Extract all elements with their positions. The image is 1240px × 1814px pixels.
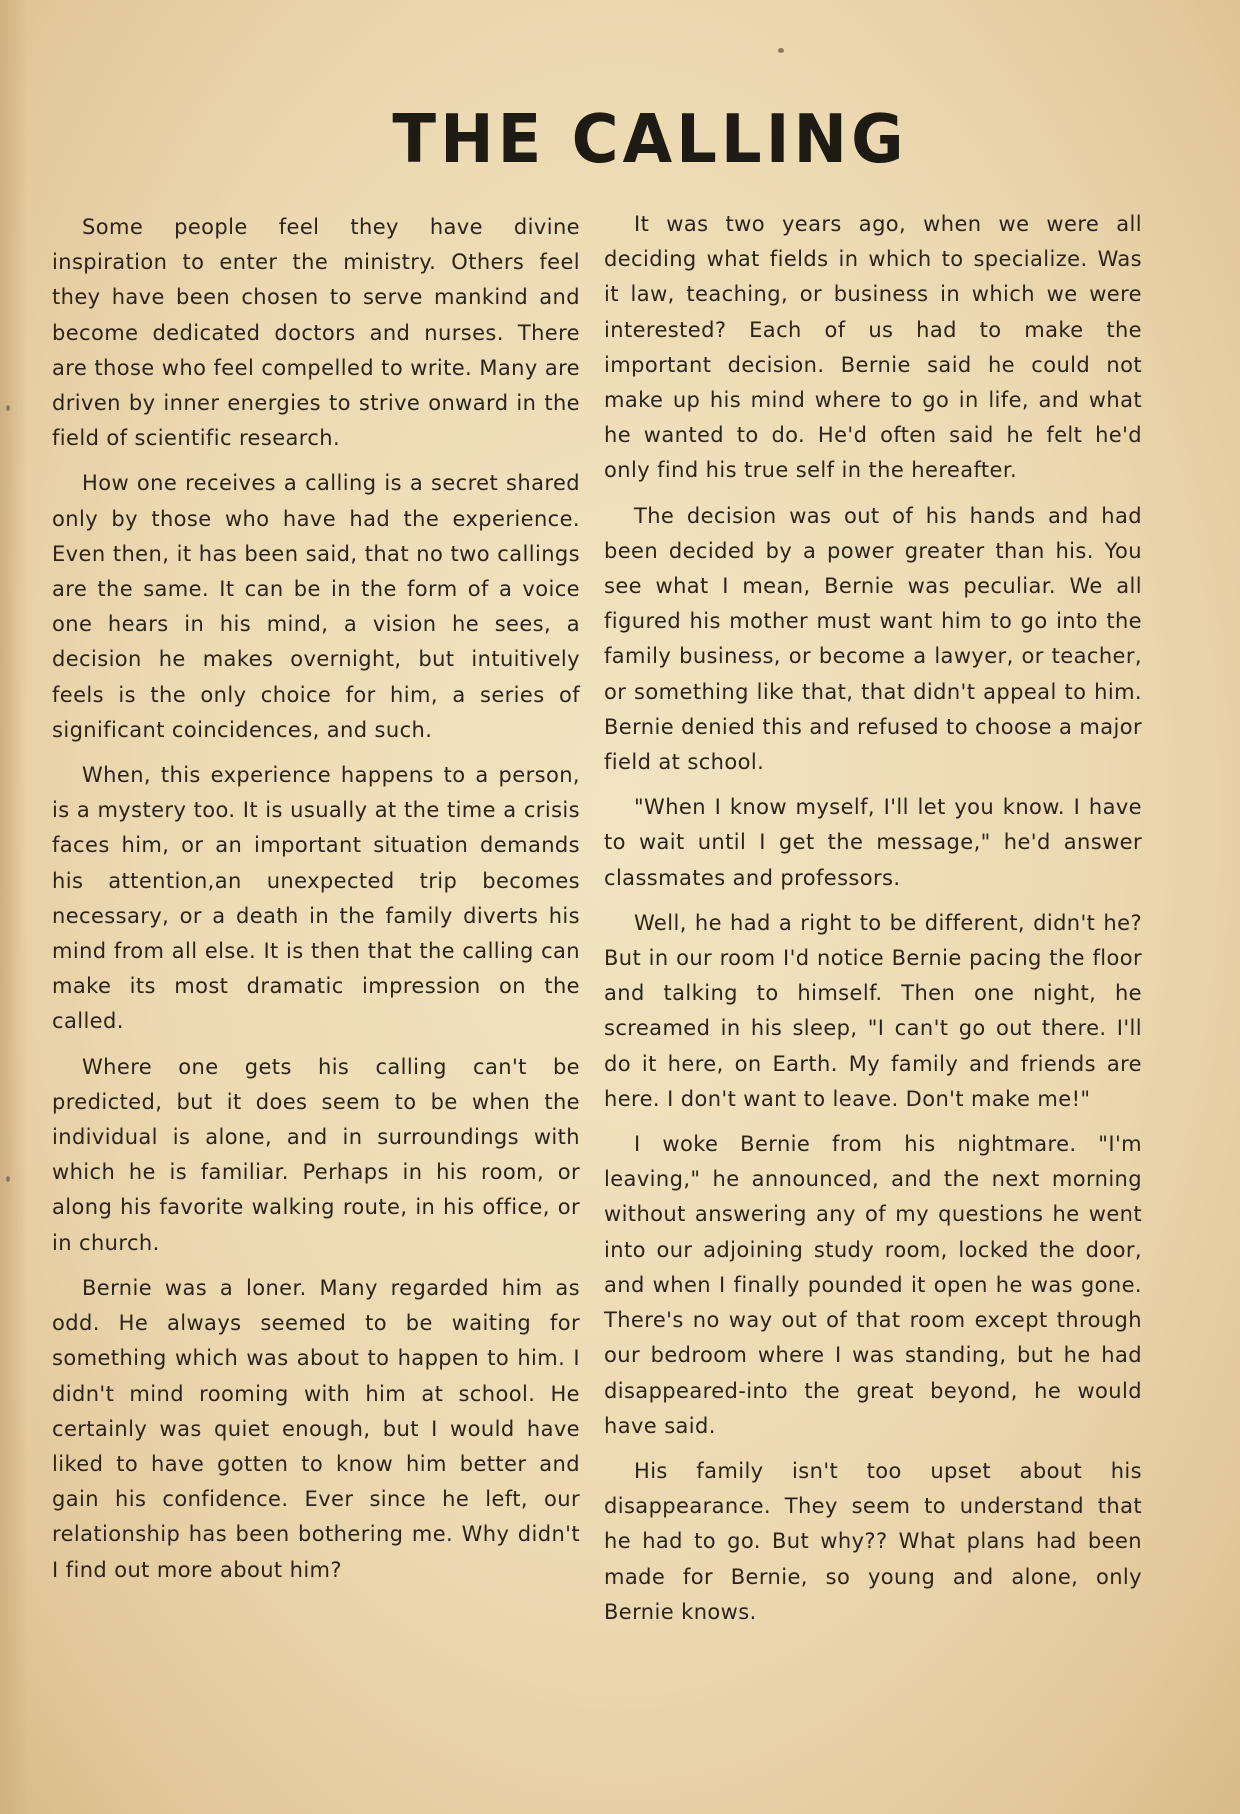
right-column (604, 207, 1142, 1640)
paragraph: It was two years ago, when we were all deciding what fields in which to specialize. Was it law, teaching, or business in which we were interested? Each of us had to make the important decision. Bernie said he could not make up his mind where to go in life, and what he wanted to do. He'd often said he felt he'd only find his true self in the hereafter. (604, 212, 1142, 483)
paragraph: Where one gets his calling can't be predicted, but it does seem to be when the individual is alone, and in surroundings with which he is familiar. Perhaps in his room, or along his favorite walking route, in his office, or in church. (52, 1054, 580, 1255)
paragraph: Well, he had a right to be different, didn't he? But in our room I'd notice Bernie pacing the floor and talking to himself. Then one night, he screamed in his sleep, "I can't go out there. I'll do it here, on Earth. My family and friends are here. I don't want to leave. Don't make me!" (604, 910, 1142, 1111)
paragraph: "When I know myself, I'll let you know. I have to wait until I get the message," he'd answer classmates and professors. (604, 795, 1142, 890)
left-column (52, 210, 580, 1598)
paragraph: I woke Bernie from his nightmare. "I'm leaving," he announced, and the next morning without answering any of my questions he went into our adjoining study room, locked the door, and when I finally pounded it open he was gone. There's no way out of that room except through our bedroom where I was standing, but he had disappeared-into the great beyond, he would have said. (604, 1132, 1142, 1438)
paper-speck (778, 48, 784, 53)
paragraph: Some people feel they have divine inspiration to enter the ministry. Others feel they have been chosen to serve mankind and become dedicated doctors and nurses. There are those who feel compelled to write. Many are driven by inner energies to strive onward in the field of scientific research. (52, 215, 580, 451)
paper-speck (6, 405, 10, 411)
story-title: THE CALLING (392, 101, 908, 179)
paragraph: His family isn't too upset about his disappearance. They seem to understand that he had to go. But why?? What plans had been made for Bernie, so young and alone, only Bernie knows. (604, 1458, 1142, 1624)
paragraph: The decision was out of his hands and had been decided by a power greater than his. You see what I mean, Bernie was peculiar. We all figured his mother must want him to go into the family business, or become a lawyer, or teacher, or something like that, that didn't appeal to him. Bernie denied this and refused to choose a major field at school. (604, 503, 1142, 775)
paper-speck (6, 1176, 10, 1182)
paragraph: How one receives a calling is a secret shared only by those who have had the experience. Even then, it has been said, that no two callings are the same. It can be in the form of a voice one hears in his mind, a vision he sees, a decision he makes overnight, but intuitively feels is the only choice for him, a series of significant coincidences, and such. (52, 471, 580, 742)
paragraph: When, this experience happens to a person, is a mystery too. It is usually at the time a crisis faces him, or an important situation demands his attention,an unexpected trip becomes necessary, or a death in the family diverts his mind from all else. It is then that the calling can make its most dramatic impression on the called. (52, 763, 580, 1034)
paragraph: Bernie was a loner. Many regarded him as odd. He always seemed to be waiting for something which was about to happen to him. I didn't mind rooming with him at school. He certainly was quiet enough, but I would have liked to have gotten to know him better and gain his confidence. Ever since he left, our relationship has been bothering me. Why didn't I find out more about him? (52, 1275, 580, 1582)
page-edge-shadow (0, 0, 28, 1814)
